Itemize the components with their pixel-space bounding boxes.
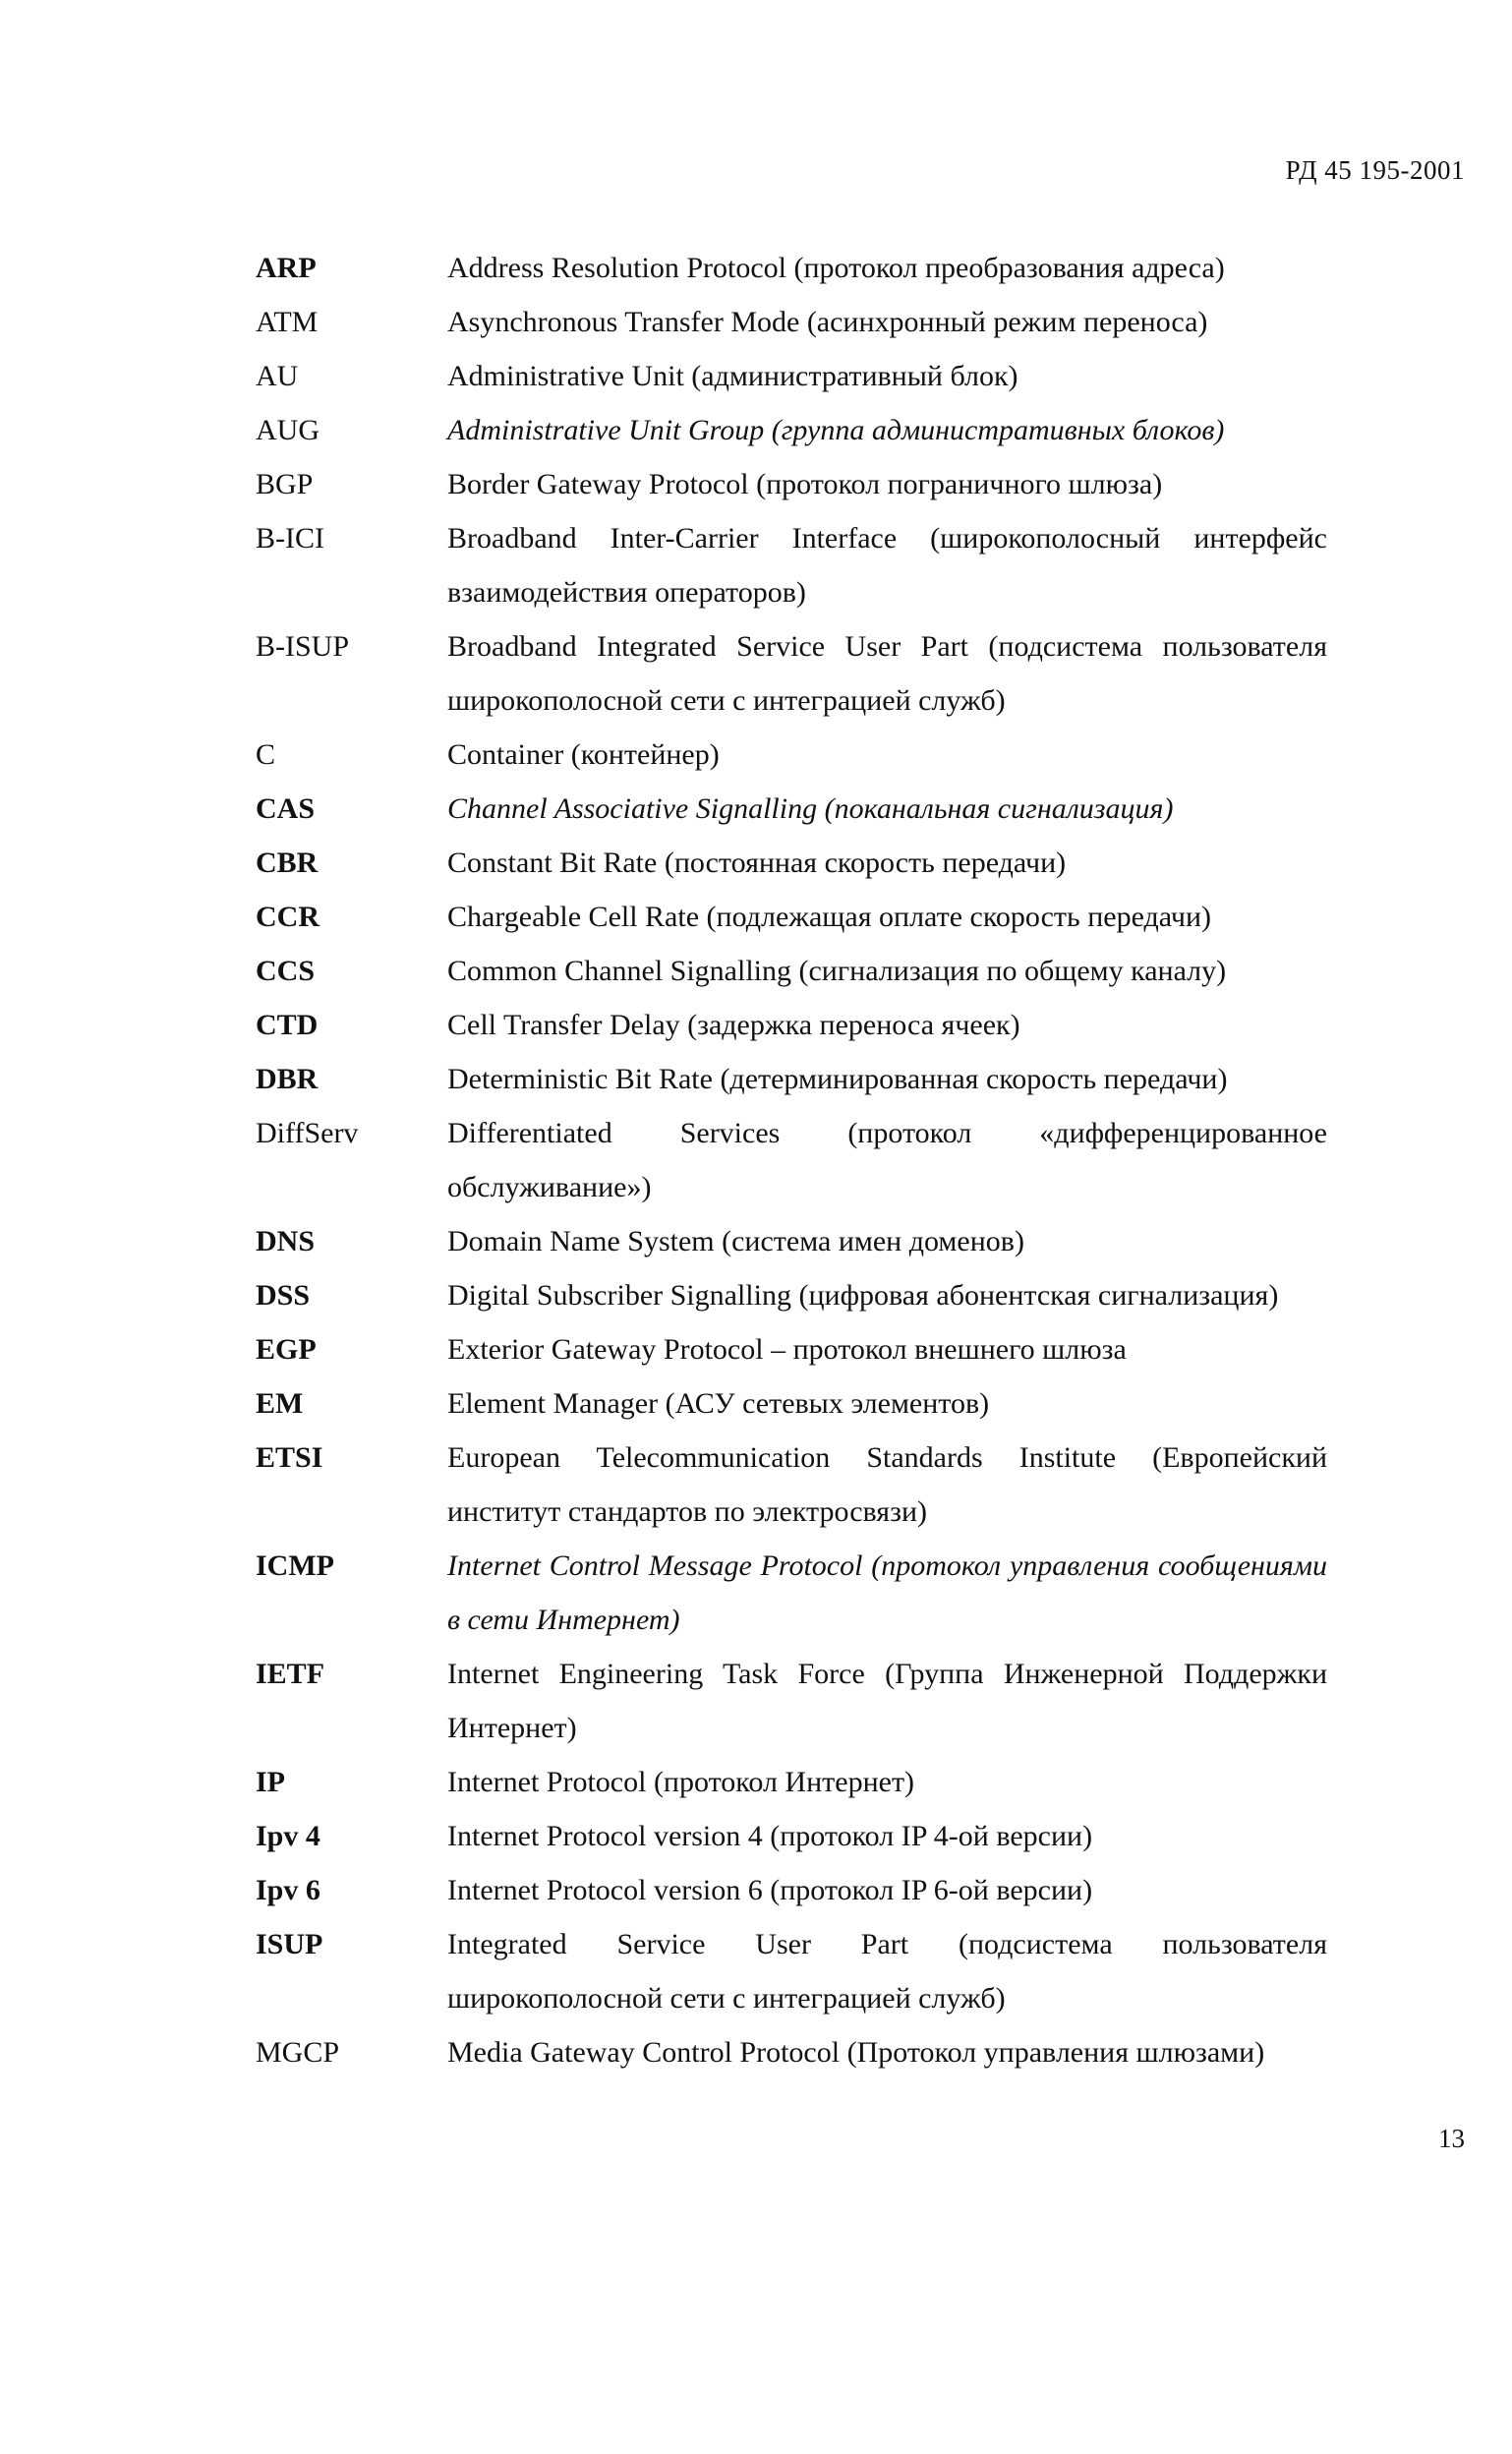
abbreviation-entry	[256, 782, 1327, 836]
abbreviation-definition: Address Resolution Protocol (протокол преобразования адреса)	[447, 252, 1225, 284]
abbreviation-term: ICMP	[256, 1549, 334, 1582]
abbreviation-term: CCR	[256, 901, 320, 933]
abbreviation-definition: Channel Associative Signalling (поканальная сигнализация)	[447, 792, 1174, 825]
abbreviation-entry	[256, 1052, 1327, 1106]
abbreviation-term: DSS	[256, 1279, 311, 1312]
abbreviation-definition: Element Manager (АСУ сетевых элементов)	[447, 1387, 990, 1420]
abbreviation-entry	[256, 998, 1327, 1052]
abbreviation-term: AU	[256, 360, 299, 392]
abbreviation-definition: Differentiated Services (протокол «дифференцированное обслуживание»)	[447, 1117, 1327, 1203]
abbreviation-entry	[256, 1214, 1327, 1268]
abbreviation-definition: Digital Subscriber Signalling (цифровая абонентская сигнализация)	[447, 1279, 1279, 1312]
abbreviation-entry	[256, 1755, 1327, 1809]
abbreviation-entry	[256, 2025, 1327, 2079]
abbreviation-term: AUG	[256, 414, 320, 446]
abbreviation-term: BGP	[256, 468, 314, 500]
abbreviation-definition: Exterior Gateway Protocol – протокол внешнего шлюза	[447, 1333, 1127, 1366]
abbreviation-entry	[256, 1539, 1327, 1647]
abbreviation-term: C	[256, 738, 276, 771]
abbreviation-term: B-ISUP	[256, 630, 350, 663]
abbreviation-entry	[256, 1268, 1327, 1322]
abbreviation-definition: Internet Control Message Protocol (протокол управления сообщениями в сети Интернет)	[447, 1549, 1327, 1636]
abbreviation-definition: Cell Transfer Delay (задержка переноса ячеек)	[447, 1009, 1020, 1041]
abbreviation-term: ARP	[256, 252, 317, 284]
abbreviation-term: ETSI	[256, 1441, 323, 1474]
abbreviation-term: CBR	[256, 847, 319, 879]
abbreviation-term: EM	[256, 1387, 304, 1420]
abbreviation-entry	[256, 836, 1327, 890]
abbreviation-term: DNS	[256, 1225, 316, 1257]
abbreviation-list	[256, 241, 1327, 2079]
abbreviation-entry	[256, 241, 1327, 295]
abbreviation-term: CAS	[256, 792, 316, 825]
abbreviation-term: IETF	[256, 1658, 325, 1690]
abbreviation-term: ATM	[256, 306, 319, 338]
abbreviation-definition: Domain Name System (система имен доменов)	[447, 1225, 1024, 1257]
abbreviation-term: MGCP	[256, 2036, 340, 2069]
abbreviation-definition: Asynchronous Transfer Mode (асинхронный режим переноса)	[447, 306, 1208, 338]
abbreviation-term: DiffServ	[256, 1117, 359, 1149]
abbreviation-entry	[256, 511, 1327, 619]
abbreviation-term: Ipv 4	[256, 1820, 320, 1852]
abbreviation-definition: Border Gateway Protocol (протокол пограничного шлюза)	[447, 468, 1163, 500]
abbreviation-entry	[256, 1647, 1327, 1755]
document-code: РД 45 195-2001	[1285, 155, 1465, 185]
abbreviation-definition: Common Channel Signalling (сигнализация по общему каналу)	[447, 955, 1227, 987]
abbreviation-term: Ipv 6	[256, 1874, 320, 1906]
abbreviation-definition: Internet Protocol version 6 (протокол IP 6-ой версии)	[447, 1874, 1093, 1906]
abbreviation-definition: Broadband Inter-Carrier Interface (широкополосный интерфейс взаимодействия операторов)	[447, 522, 1327, 609]
abbreviation-term: ISUP	[256, 1928, 323, 1960]
abbreviation-definition: Constant Bit Rate (постоянная скорость передачи)	[447, 847, 1067, 879]
abbreviation-term: CCS	[256, 955, 316, 987]
abbreviation-entry	[256, 1917, 1327, 2025]
abbreviation-term: CTD	[256, 1009, 319, 1041]
abbreviation-definition: Administrative Unit Group (группа административных блоков)	[447, 414, 1225, 446]
abbreviation-definition: Media Gateway Control Protocol (Протокол управления шлюзами)	[447, 2036, 1265, 2069]
abbreviation-entry	[256, 890, 1327, 944]
abbreviation-entry	[256, 457, 1327, 511]
abbreviation-entry	[256, 944, 1327, 998]
abbreviation-entry	[256, 295, 1327, 349]
abbreviation-entry	[256, 1376, 1327, 1431]
abbreviation-entry	[256, 1106, 1327, 1214]
page-number: 13	[1438, 2124, 1465, 2153]
abbreviation-term: IP	[256, 1766, 285, 1798]
abbreviation-entry	[256, 1322, 1327, 1376]
abbreviation-entry	[256, 1809, 1327, 1863]
abbreviation-entry	[256, 728, 1327, 782]
abbreviation-entry	[256, 1431, 1327, 1539]
abbreviation-term: EGP	[256, 1333, 317, 1366]
abbreviation-definition: Integrated Service User Part (подсистема пользователя широкополосной сети с интеграцией служб)	[447, 1928, 1327, 2015]
abbreviation-entry	[256, 349, 1327, 403]
abbreviation-term: DBR	[256, 1063, 319, 1095]
abbreviation-entry	[256, 1863, 1327, 1917]
abbreviation-definition: Administrative Unit (административный блок)	[447, 360, 1018, 392]
abbreviation-definition: Container (контейнер)	[447, 738, 720, 771]
abbreviation-term: B-ICI	[256, 522, 324, 555]
abbreviation-entry	[256, 619, 1327, 728]
abbreviation-definition: Broadband Integrated Service User Part (подсистема пользователя широкополосной сети с интеграцией служб)	[447, 630, 1327, 717]
abbreviation-definition: Chargeable Cell Rate (подлежащая оплате скорость передачи)	[447, 901, 1212, 933]
abbreviation-entry	[256, 403, 1327, 457]
abbreviation-definition: Internet Protocol version 4 (протокол IP 4-ой версии)	[447, 1820, 1093, 1852]
abbreviation-definition: Internet Protocol (протокол Интернет)	[447, 1766, 915, 1798]
abbreviation-definition: Internet Engineering Task Force (Группа Инженерной Поддержки Интернет)	[447, 1658, 1327, 1744]
abbreviation-definition: Deterministic Bit Rate (детерминированная скорость передачи)	[447, 1063, 1228, 1095]
abbreviation-definition: European Telecommunication Standards Institute (Европейский институт стандартов по электросвязи)	[447, 1441, 1327, 1528]
